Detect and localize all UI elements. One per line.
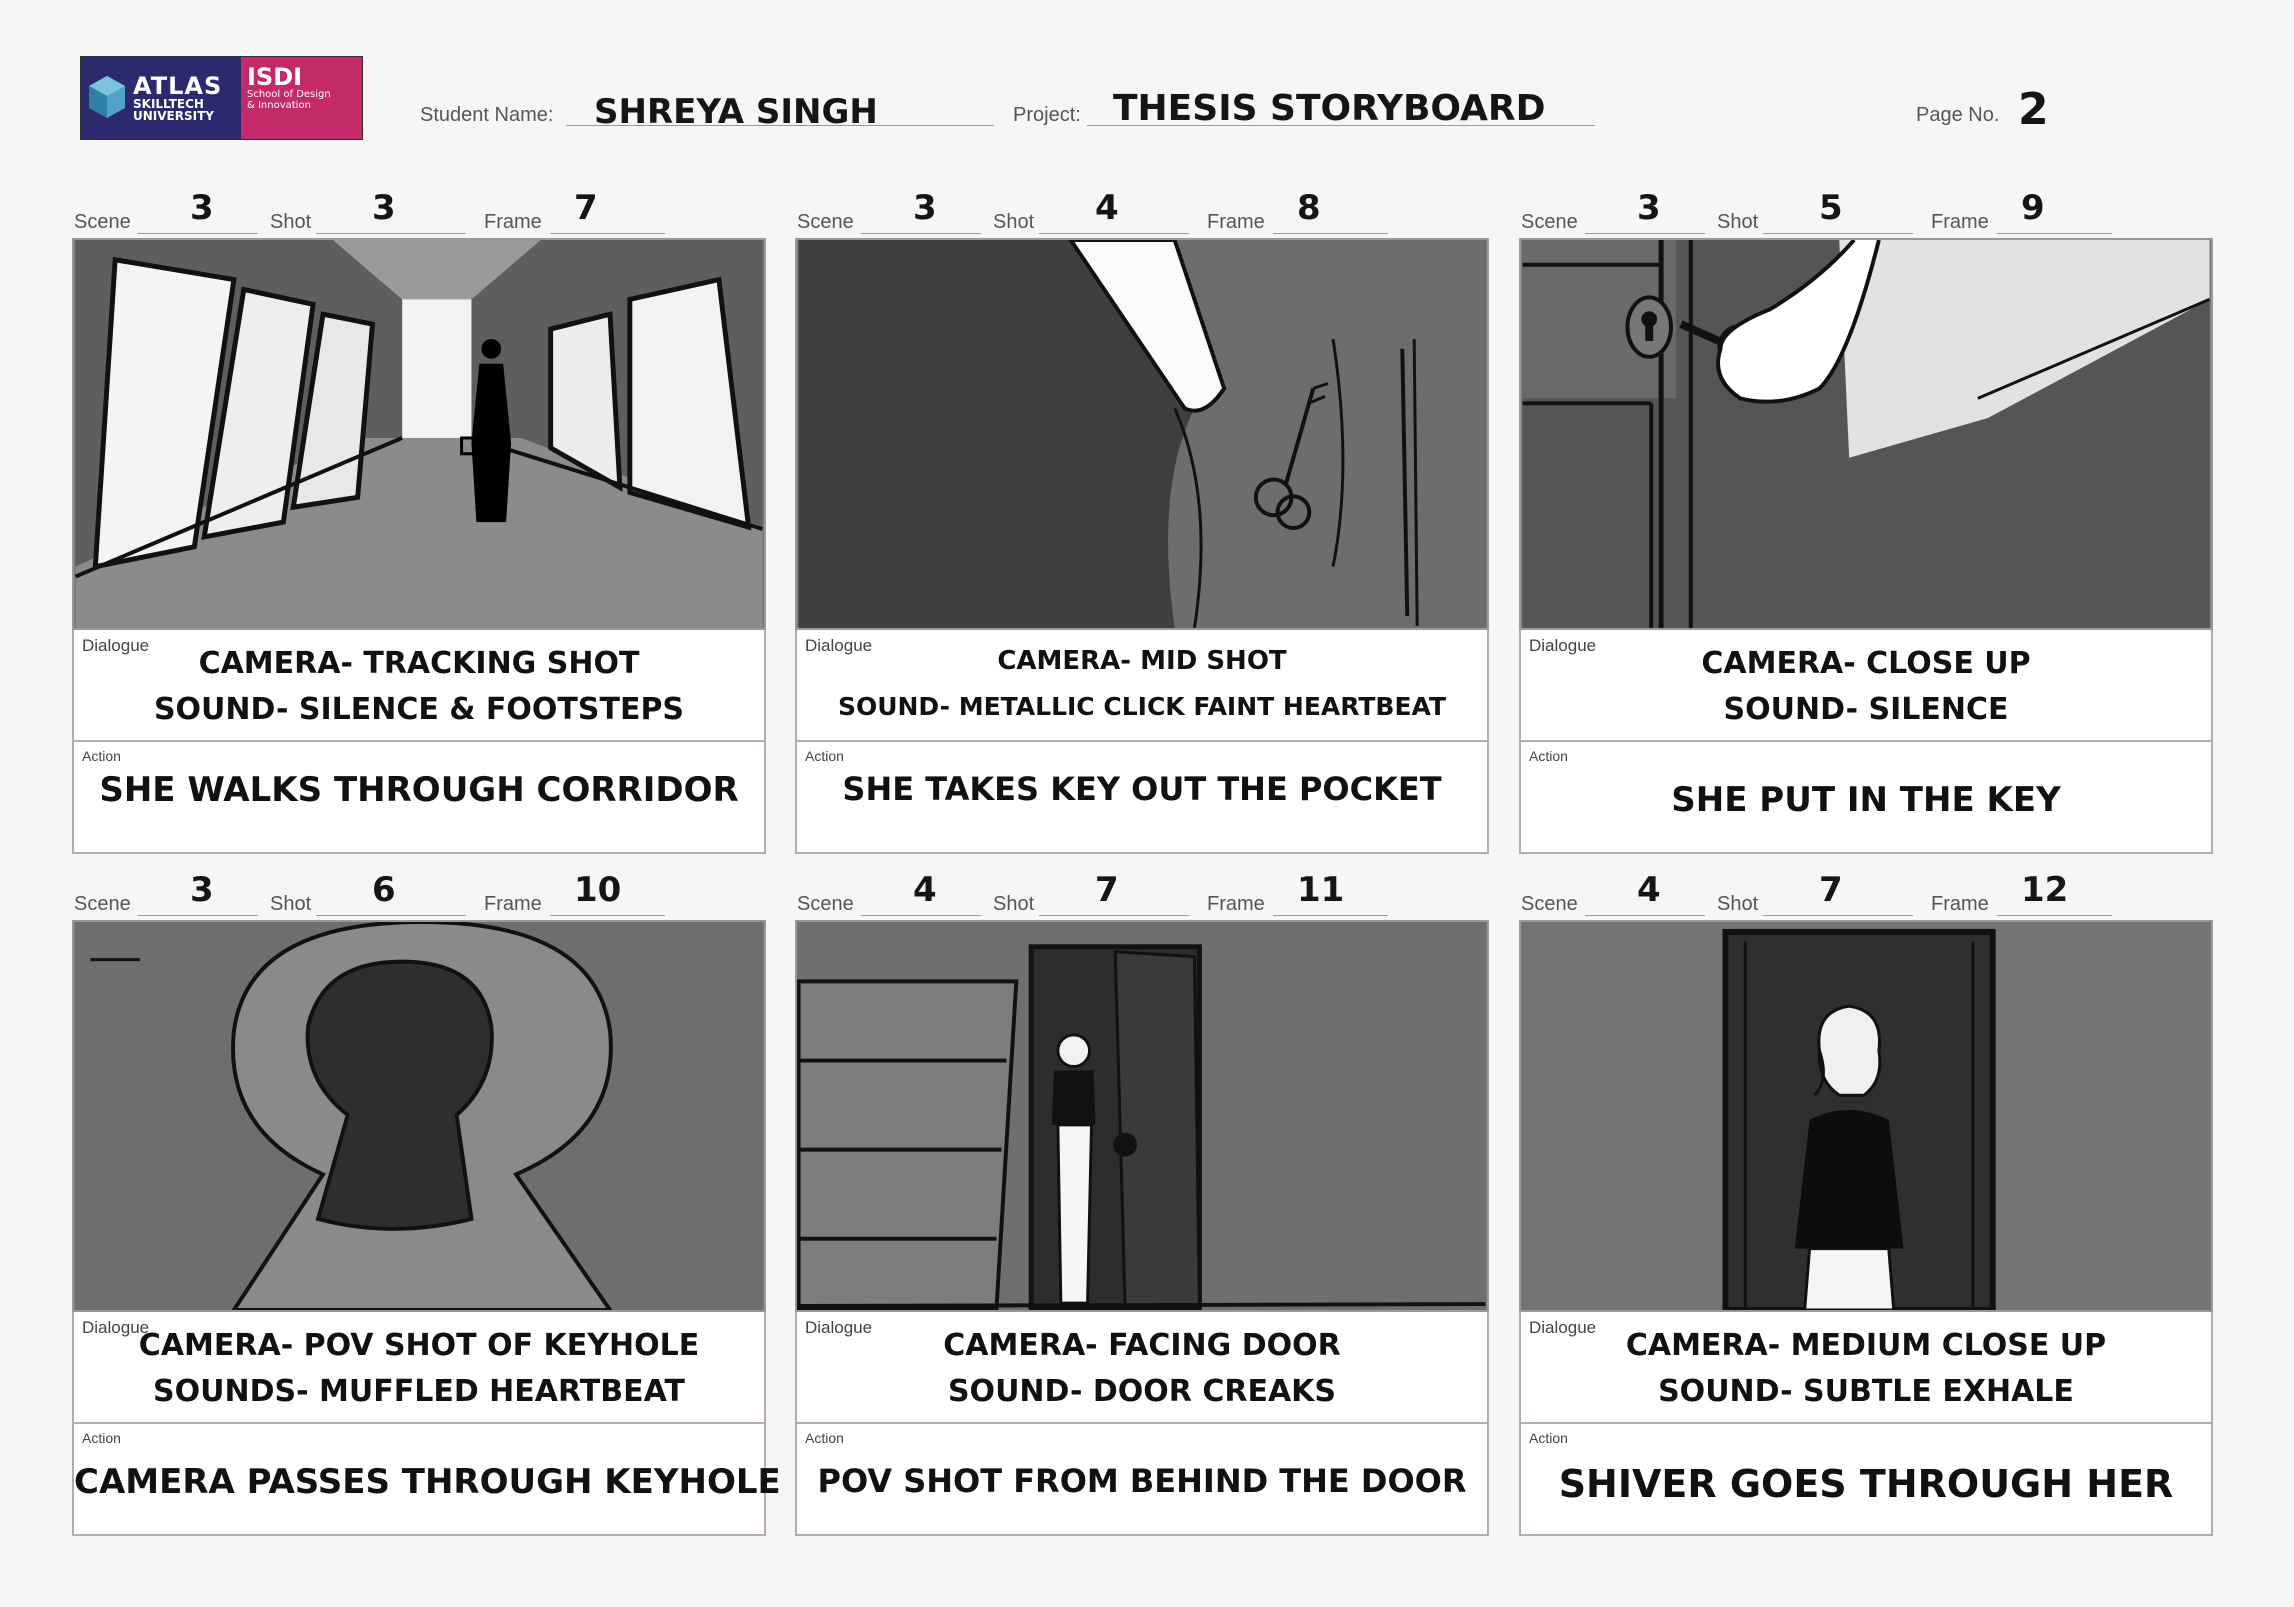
action-line: SHE PUT IN THE KEY [1671, 780, 2061, 820]
panel-frame [795, 920, 1489, 1312]
scene-value: 3 [190, 870, 214, 910]
storyboard-panel [795, 188, 1489, 854]
dialogue-label: Dialogue [805, 636, 873, 655]
dialogue-line: CAMERA- CLOSE UP [1701, 646, 2031, 681]
logo-university-text: UNIVERSITY [133, 109, 214, 123]
dialogue-line: CAMERA- MEDIUM CLOSE UP [1625, 1328, 2107, 1363]
dialogue-box [795, 630, 1489, 742]
scene-value: 4 [913, 870, 937, 910]
logo-isdi-text: ISDI [247, 63, 303, 91]
shot-value: 4 [1095, 188, 1119, 228]
university-logo [80, 56, 363, 140]
page-number-value: 2 [2018, 84, 2049, 135]
panel-frame [72, 238, 766, 630]
scene-label: Scene [1521, 893, 1578, 915]
keyhole-illustration [74, 922, 764, 1310]
dialogue-label: Dialogue [82, 1318, 150, 1337]
frame-label: Frame [1931, 211, 1989, 233]
dialogue-label: Dialogue [805, 1318, 873, 1337]
action-box [795, 742, 1489, 854]
frame-label: Frame [1931, 893, 1989, 915]
shot-value: 5 [1819, 188, 1843, 228]
pocket-key-illustration [797, 240, 1487, 628]
shot-value: 7 [1095, 870, 1119, 910]
frame-value: 11 [1297, 870, 1345, 910]
dialogue-line: CAMERA- MID SHOT [997, 646, 1287, 676]
panel-frame [72, 920, 766, 1312]
panel-frame [1519, 920, 2213, 1312]
dialogue-box [1519, 1312, 2213, 1424]
frame-line [1997, 233, 2112, 234]
frame-value: 10 [574, 870, 622, 910]
action-line: SHE TAKES KEY OUT THE POCKET [842, 770, 1442, 808]
panel-meta [72, 188, 766, 238]
page-number-label: Page No. [1916, 104, 2000, 126]
action-box [72, 1424, 781, 1536]
action-line: SHE WALKS THROUGH CORRIDOR [99, 770, 739, 810]
corridor-illustration [74, 240, 764, 628]
shot-line [1039, 233, 1189, 234]
frame-label: Frame [484, 211, 542, 233]
action-label: Action [805, 1430, 844, 1446]
dialogue-line: SOUND- SUBTLE EXHALE [1658, 1374, 2074, 1409]
shot-line [1763, 233, 1913, 234]
scene-label: Scene [1521, 211, 1578, 233]
dialogue-line: CAMERA- FACING DOOR [943, 1328, 1341, 1363]
action-label: Action [82, 748, 121, 764]
action-label: Action [1529, 1430, 1568, 1446]
action-box [1519, 1424, 2213, 1536]
storyboard-panel [72, 188, 766, 854]
scene-value: 3 [1637, 188, 1661, 228]
dialogue-box [72, 630, 766, 742]
storyboard-panel [795, 870, 1489, 1536]
frame-label: Frame [1207, 211, 1265, 233]
scene-value: 3 [190, 188, 214, 228]
shot-label: Shot [993, 893, 1035, 915]
door-view-illustration [797, 922, 1487, 1310]
shot-line [316, 915, 466, 916]
shot-label: Shot [270, 211, 312, 233]
scene-value: 3 [913, 188, 937, 228]
action-line: POV SHOT FROM BEHIND THE DOOR [817, 1462, 1467, 1500]
dialogue-line: SOUND- METALLIC CLICK FAINT HEARTBEAT [837, 692, 1447, 721]
shot-value: 3 [372, 188, 396, 228]
atlas-logo [81, 57, 241, 139]
student-name-value: SHREYA SINGH [594, 92, 878, 132]
frame-label: Frame [484, 893, 542, 915]
logo-school-text: School of Design [247, 89, 331, 101]
frame-value: 7 [574, 188, 598, 228]
storyboard-panel [72, 870, 781, 1536]
scene-line [138, 233, 258, 234]
project-value: THESIS STORYBOARD [1113, 88, 1546, 129]
logo-innovation-text: & Innovation [247, 99, 311, 111]
scene-label: Scene [797, 211, 854, 233]
dialogue-line: SOUND- DOOR CREAKS [947, 1374, 1337, 1409]
scene-label: Scene [797, 893, 854, 915]
scene-line [1585, 233, 1705, 234]
scene-line [138, 915, 258, 916]
action-box [72, 742, 766, 854]
frame-value: 9 [2021, 188, 2045, 228]
shot-line [316, 233, 466, 234]
scene-line [861, 915, 981, 916]
student-name-label: Student Name: [420, 104, 554, 126]
scene-line [1585, 915, 1705, 916]
storyboard-panel [1519, 870, 2213, 1536]
frame-line [550, 915, 665, 916]
dialogue-label: Dialogue [82, 636, 150, 655]
shot-label: Shot [993, 211, 1035, 233]
panel-meta [1519, 188, 2213, 238]
frame-value: 8 [1297, 188, 1321, 228]
dialogue-box [1519, 630, 2213, 742]
action-line: SHIVER GOES THROUGH HER [1558, 1462, 2174, 1506]
logo-atlas-text: ATLAS [133, 72, 223, 100]
shot-label: Shot [1717, 893, 1759, 915]
frame-label: Frame [1207, 893, 1265, 915]
panel-frame [1519, 238, 2213, 630]
action-box [1519, 742, 2213, 854]
dialogue-line: SOUND- SILENCE [1723, 692, 2009, 727]
logo-skilltech-text: SKILLTECH [133, 97, 204, 111]
panel-meta [72, 870, 766, 920]
scene-label: Scene [74, 211, 131, 233]
key-lock-illustration [1521, 240, 2211, 628]
shot-label: Shot [270, 893, 312, 915]
dialogue-line: SOUND- SILENCE & FOOTSTEPS [153, 692, 685, 727]
cube-icon [87, 74, 127, 122]
action-label: Action [1529, 748, 1568, 764]
shot-line [1039, 915, 1189, 916]
frame-line [550, 233, 665, 234]
dialogue-box [795, 1312, 1489, 1424]
panel-meta [795, 188, 1489, 238]
dialogue-line: SOUNDS- MUFFLED HEARTBEAT [153, 1374, 685, 1409]
girl-doorway-illustration [1521, 922, 2211, 1310]
isdi-logo [241, 57, 362, 139]
frame-line [1997, 915, 2112, 916]
action-box [795, 1424, 1489, 1536]
shot-label: Shot [1717, 211, 1759, 233]
dialogue-label: Dialogue [1529, 636, 1597, 655]
panel-frame [795, 238, 1489, 630]
action-label: Action [805, 748, 844, 764]
action-line: CAMERA PASSES THROUGH KEYHOLE [74, 1462, 781, 1502]
scene-line [861, 233, 981, 234]
frame-line [1273, 915, 1388, 916]
panel-meta [795, 870, 1489, 920]
scene-label: Scene [74, 893, 131, 915]
shot-value: 7 [1819, 870, 1843, 910]
dialogue-line: CAMERA- TRACKING SHOT [198, 646, 640, 681]
dialogue-line: CAMERA- POV SHOT OF KEYHOLE [138, 1328, 700, 1363]
dialogue-box [72, 1312, 766, 1424]
shot-value: 6 [372, 870, 396, 910]
frame-line [1273, 233, 1388, 234]
panel-meta [1519, 870, 2213, 920]
project-label: Project: [1013, 104, 1081, 126]
scene-value: 4 [1637, 870, 1661, 910]
storyboard-panel [1519, 188, 2213, 854]
frame-value: 12 [2021, 870, 2069, 910]
action-label: Action [82, 1430, 121, 1446]
dialogue-label: Dialogue [1529, 1318, 1597, 1337]
shot-line [1763, 915, 1913, 916]
